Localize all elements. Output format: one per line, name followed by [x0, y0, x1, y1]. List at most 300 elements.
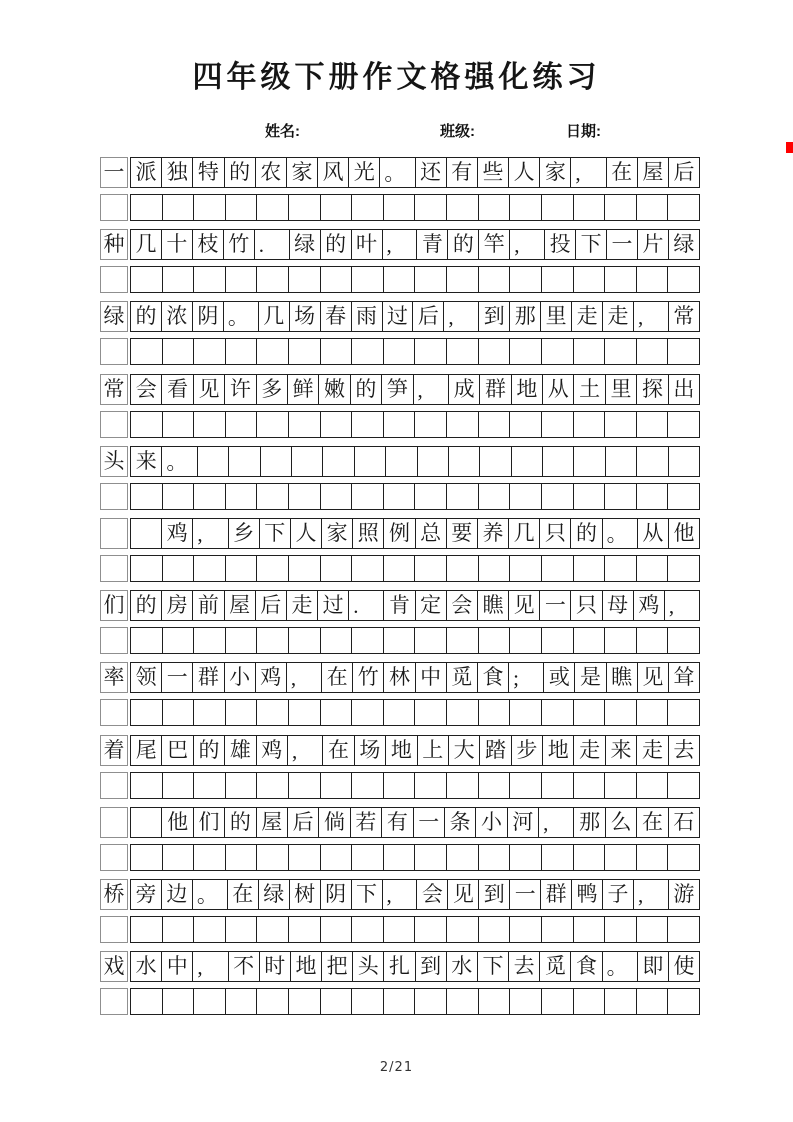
- grid-cell: [447, 989, 479, 1014]
- grid-row-cells: [130, 662, 700, 693]
- grid-cell: [194, 484, 226, 509]
- grid-cell-first: 戏: [100, 951, 128, 982]
- grid-cell: 食: [478, 663, 509, 692]
- grid-cell: [574, 195, 606, 220]
- grid-cell: [479, 700, 511, 725]
- grid-cell: [510, 267, 542, 292]
- grid-cell: [131, 519, 162, 548]
- grid-cell: [355, 447, 386, 476]
- grid-cell: [415, 989, 447, 1014]
- practice-row: [100, 266, 700, 293]
- grid-cell: [512, 447, 543, 476]
- grid-cell: 走: [637, 736, 668, 765]
- grid-cell: [226, 339, 258, 364]
- grid-cell: [352, 917, 384, 942]
- grid-cell: [163, 917, 195, 942]
- grid-cell: [605, 917, 637, 942]
- grid-cell: 旁: [131, 880, 162, 909]
- grid-cell: [542, 267, 574, 292]
- grid-cell: [510, 339, 542, 364]
- grid-cell: 到: [416, 952, 447, 981]
- grid-cell: [226, 267, 258, 292]
- grid-cell: ,: [288, 736, 323, 765]
- grid-cell: 使: [673, 954, 695, 978]
- grid-cell: [163, 700, 195, 725]
- grid-cell: 一: [162, 663, 193, 692]
- grid-cell: [321, 484, 353, 509]
- grid-cell: [323, 447, 354, 476]
- grid-cell-first: 种: [100, 229, 128, 260]
- grid-cell-first: [100, 266, 128, 293]
- grid-cell: 例: [384, 519, 415, 548]
- grid-cell: 阴: [193, 302, 224, 331]
- grid-cell: 水: [447, 952, 478, 981]
- grid-cell: 会: [447, 591, 478, 620]
- grid-cell: 出: [673, 377, 695, 401]
- grid-cell: [198, 447, 229, 476]
- grid-cell: 在: [228, 880, 259, 909]
- grid-row-cells: [130, 879, 700, 910]
- grid-cell: 水: [131, 952, 162, 981]
- grid-cell-first: [100, 518, 128, 549]
- grid-cell: 下: [576, 230, 607, 259]
- grid-cell: [226, 989, 258, 1014]
- grid-cell: 小: [225, 663, 256, 692]
- grid-cell: [637, 773, 669, 798]
- grid-row-cells: [130, 916, 700, 943]
- red-edge-marker: [786, 142, 793, 153]
- grid-cell: [292, 447, 323, 476]
- grid-cell: [384, 989, 416, 1014]
- grid-cell: [289, 484, 321, 509]
- grid-cell: 屋: [257, 808, 288, 837]
- text-row: [100, 374, 700, 405]
- grid-cell: [384, 412, 416, 437]
- grid-cell: [194, 845, 226, 870]
- grid-cell: 的: [225, 158, 256, 187]
- grid-cell: [321, 412, 353, 437]
- grid-cell: 地: [543, 736, 574, 765]
- grid-cell: [415, 556, 447, 581]
- grid-cell: [447, 412, 479, 437]
- grid-cell: [637, 412, 669, 437]
- grid-cell: 瞧: [478, 591, 509, 620]
- grid-cell: 群: [480, 375, 511, 404]
- grid-cell: 母: [603, 591, 634, 620]
- grid-cell: [605, 267, 637, 292]
- grid-cell: 。: [603, 952, 638, 981]
- grid-cell: [574, 267, 606, 292]
- grid-cell: 有: [382, 808, 413, 837]
- grid-cell: [131, 845, 163, 870]
- text-row: [100, 301, 700, 332]
- grid-cell: 是: [575, 663, 606, 692]
- grid-cell: 些: [478, 158, 509, 187]
- grid-cell: [574, 845, 606, 870]
- grid-cell: [447, 339, 479, 364]
- grid-cell: [289, 412, 321, 437]
- grid-cell: 春: [321, 302, 352, 331]
- grid-cell: [289, 845, 321, 870]
- grid-cell: [131, 989, 163, 1014]
- grid-cell: 头: [353, 952, 384, 981]
- date-field-label: 日期:: [566, 123, 601, 140]
- grid-cell: 条: [445, 808, 476, 837]
- grid-cell: 鸡: [257, 736, 288, 765]
- grid-cell: [257, 195, 289, 220]
- grid-cell: 去: [509, 952, 540, 981]
- grid-cell: ,: [634, 302, 669, 331]
- practice-row: [100, 411, 700, 438]
- grid-cell: [668, 484, 699, 509]
- grid-cell: [321, 628, 353, 653]
- grid-row-cells: [130, 988, 700, 1015]
- grid-cell: [384, 267, 416, 292]
- grid-cell: 房: [162, 591, 193, 620]
- grid-cell: [605, 412, 637, 437]
- grid-cell: 雄: [225, 736, 256, 765]
- grid-cell: [510, 700, 542, 725]
- grid-cell: 在: [323, 736, 354, 765]
- practice-row: [100, 627, 700, 654]
- grid-cell: [637, 845, 669, 870]
- grid-cell: [447, 845, 479, 870]
- grid-cell: [447, 484, 479, 509]
- grid-cell: [574, 773, 606, 798]
- grid-cell: [447, 195, 479, 220]
- grid-cell: 几: [131, 230, 162, 259]
- grid-cell: [510, 917, 542, 942]
- grid-row-cells: [130, 483, 700, 510]
- grid-cell: [542, 556, 574, 581]
- grid-cell: [605, 484, 637, 509]
- grid-cell: ,: [539, 808, 574, 837]
- grid-cell: 投: [545, 230, 576, 259]
- grid-cell: [131, 628, 163, 653]
- grid-cell: [163, 195, 195, 220]
- grid-cell: [574, 917, 606, 942]
- grid-row-cells: [130, 266, 700, 293]
- text-row: [100, 590, 700, 621]
- grid-cell: 风: [318, 158, 349, 187]
- grid-cell: [384, 628, 416, 653]
- grid-cell: [510, 845, 542, 870]
- grid-cell: [415, 845, 447, 870]
- grid-cell: 嫩: [319, 375, 350, 404]
- grid-row-cells: [130, 951, 700, 982]
- grid-cell: [449, 447, 480, 476]
- grid-cell: [637, 700, 669, 725]
- grid-cell: 领: [131, 663, 162, 692]
- grid-cell: 觅: [447, 663, 478, 692]
- grid-cell: [605, 989, 637, 1014]
- grid-cell: [289, 917, 321, 942]
- grid-cell: 群: [193, 663, 224, 692]
- grid-cell: [479, 195, 511, 220]
- grid-cell: [194, 700, 226, 725]
- grid-cell: 到: [479, 302, 510, 331]
- practice-row: [100, 699, 700, 726]
- grid-cell: 光: [349, 158, 380, 187]
- grid-cell: 石: [673, 810, 695, 834]
- grid-cell: [542, 628, 574, 653]
- grid-cell: 屋: [638, 158, 669, 187]
- grid-cell: [257, 628, 289, 653]
- grid-cell: 来: [606, 736, 637, 765]
- grid-cell: 竿: [479, 230, 510, 259]
- grid-cell: [386, 447, 417, 476]
- grid-cell: 走: [287, 591, 318, 620]
- grid-cell: 从: [638, 519, 669, 548]
- grid-cell: [574, 484, 606, 509]
- grid-cell: [668, 412, 699, 437]
- grid-cell: 小: [476, 808, 507, 837]
- grid-cell: 人: [291, 519, 322, 548]
- grid-cell: 。: [193, 880, 228, 909]
- grid-cell: [574, 989, 606, 1014]
- grid-cell: 里: [541, 302, 572, 331]
- grid-cell: 下: [352, 880, 383, 909]
- grid-cell: [226, 195, 258, 220]
- grid-cell: 肯: [384, 591, 415, 620]
- grid-cell: [415, 339, 447, 364]
- grid-cell: [668, 556, 699, 581]
- grid-cell: [668, 195, 699, 220]
- grid-row-cells: [130, 844, 700, 871]
- grid-cell: [574, 700, 606, 725]
- grid-cell: 鸡: [634, 591, 665, 620]
- grid-cell: 场: [355, 736, 386, 765]
- grid-cell: [194, 628, 226, 653]
- grid-cell: [257, 484, 289, 509]
- text-row: [100, 735, 700, 766]
- grid-cell: [574, 447, 605, 476]
- grid-cell: [510, 773, 542, 798]
- grid-cell: [479, 773, 511, 798]
- grid-row-cells: [130, 374, 700, 405]
- grid-cell: [384, 484, 416, 509]
- grid-cell: 们: [194, 808, 225, 837]
- grid-cell: [163, 556, 195, 581]
- grid-cell: [479, 845, 511, 870]
- text-row: [100, 662, 700, 693]
- grid-cell: [605, 628, 637, 653]
- grid-cell-first: [100, 555, 128, 582]
- grid-cell: [384, 556, 416, 581]
- grid-cell: 特: [193, 158, 224, 187]
- grid-cell: [384, 845, 416, 870]
- grid-cell: [574, 556, 606, 581]
- grid-cell: 鸭: [572, 880, 603, 909]
- grid-cell: 踏: [480, 736, 511, 765]
- grid-cell: [194, 267, 226, 292]
- grid-cell: 鸡: [162, 519, 193, 548]
- grid-cell: 到: [479, 880, 510, 909]
- grid-cell: [384, 917, 416, 942]
- grid-cell: 地: [291, 952, 322, 981]
- grid-cell: [542, 773, 574, 798]
- grid-cell: [669, 447, 699, 476]
- grid-cell: [163, 339, 195, 364]
- grid-cell: [637, 447, 668, 476]
- grid-cell: [321, 195, 353, 220]
- grid-cell: [574, 339, 606, 364]
- grid-cell: 他: [673, 521, 695, 545]
- grid-cell: [131, 267, 163, 292]
- grid-cell: 觅: [540, 952, 571, 981]
- grid-cell: 农: [256, 158, 287, 187]
- grid-cell: [542, 412, 574, 437]
- grid-cell: 在: [637, 808, 668, 837]
- grid-cell-first: [100, 807, 128, 838]
- grid-cell: 派: [131, 158, 162, 187]
- grid-cell: [257, 845, 289, 870]
- grid-cell: 耸: [673, 665, 695, 689]
- grid-cell: [257, 267, 289, 292]
- grid-cell: 叶: [352, 230, 383, 259]
- grid-cell-first: 常: [100, 374, 128, 405]
- page-title: 四年级下册作文格强化练习: [192, 61, 601, 94]
- grid-cell: [415, 628, 447, 653]
- class-field-label: 班级:: [440, 123, 475, 140]
- grid-cell: [229, 447, 260, 476]
- grid-cell: 总: [416, 519, 447, 548]
- grid-row-cells: [130, 446, 700, 477]
- grid-cell: 子: [603, 880, 634, 909]
- grid-cell: [257, 700, 289, 725]
- grid-cell: [226, 773, 258, 798]
- grid-cell: 后: [673, 160, 695, 184]
- grid-cell: 见: [638, 663, 669, 692]
- grid-cell: 绿: [259, 880, 290, 909]
- grid-cell: 他: [162, 808, 193, 837]
- grid-cell: 的: [225, 808, 256, 837]
- grid-cell: 巴: [162, 736, 193, 765]
- grid-cell: 么: [606, 808, 637, 837]
- grid-cell: [543, 447, 574, 476]
- grid-cell: 多: [257, 375, 288, 404]
- grid-cell: 养: [478, 519, 509, 548]
- grid-cell: [194, 412, 226, 437]
- grid-cell: [447, 917, 479, 942]
- grid-cell: [131, 484, 163, 509]
- grid-cell: [415, 773, 447, 798]
- grid-cell: 一: [510, 880, 541, 909]
- grid-cell: [352, 989, 384, 1014]
- grid-cell: [447, 267, 479, 292]
- grid-cell: 绿: [673, 232, 695, 256]
- grid-cell: [289, 628, 321, 653]
- grid-row-cells: [130, 338, 700, 365]
- grid-cell: 大: [449, 736, 480, 765]
- grid-cell: 片: [638, 230, 669, 259]
- grid-cell-first: 一: [100, 157, 128, 188]
- grid-cell-first: 头: [100, 446, 128, 477]
- grid-cell: 一: [607, 230, 638, 259]
- grid-cell: [289, 773, 321, 798]
- grid-cell: [289, 339, 321, 364]
- grid-cell: 游: [673, 882, 695, 906]
- grid-cell: [637, 339, 669, 364]
- grid-cell: [352, 628, 384, 653]
- grid-cell: ,: [414, 375, 449, 404]
- grid-cell: 倘: [319, 808, 350, 837]
- grid-cell: 后: [288, 808, 319, 837]
- name-field-label: 姓名:: [265, 123, 300, 140]
- grid-cell-first: [100, 338, 128, 365]
- grid-cell: [479, 339, 511, 364]
- grid-cell: 许: [225, 375, 256, 404]
- grid-cell: 过: [383, 302, 414, 331]
- grid-cell: [321, 917, 353, 942]
- grid-cell: 的: [448, 230, 479, 259]
- grid-cell: 定: [416, 591, 447, 620]
- grid-cell: [510, 989, 542, 1014]
- grid-cell: [479, 989, 511, 1014]
- grid-cell: 还: [416, 158, 447, 187]
- grid-cell-first: 着: [100, 735, 128, 766]
- text-row: [100, 807, 700, 838]
- text-row: [100, 518, 700, 549]
- grid-cell: [637, 917, 669, 942]
- grid-cell: 下: [478, 952, 509, 981]
- grid-cell: 的: [351, 375, 382, 404]
- grid-cell: [352, 412, 384, 437]
- grid-cell: [352, 339, 384, 364]
- grid-cell: [257, 989, 289, 1014]
- grid-cell: [257, 556, 289, 581]
- grid-cell: 或: [544, 663, 575, 692]
- grid-cell: [194, 917, 226, 942]
- grid-cell: [479, 412, 511, 437]
- practice-row: [100, 916, 700, 943]
- grid-cell: [605, 339, 637, 364]
- grid-cell: 步: [512, 736, 543, 765]
- grid-cell: 若: [351, 808, 382, 837]
- text-row: [100, 157, 700, 188]
- grid-cell: 来: [131, 447, 162, 476]
- grid-row-cells: [130, 699, 700, 726]
- grid-cell: 河: [508, 808, 539, 837]
- grid-cell: ,: [668, 594, 675, 618]
- grid-cell: [289, 195, 321, 220]
- grid-cell: 几: [509, 519, 540, 548]
- grid-cell: [637, 484, 669, 509]
- grid-cell: [510, 484, 542, 509]
- grid-cell: 见: [448, 880, 479, 909]
- grid-cell: 鸡: [256, 663, 287, 692]
- grid-cell: [479, 267, 511, 292]
- grid-cell: 竹: [353, 663, 384, 692]
- grid-cell: 乡: [229, 519, 260, 548]
- grid-cell: ,: [510, 230, 545, 259]
- grid-cell: 一: [540, 591, 571, 620]
- grid-cell: [226, 700, 258, 725]
- grid-cell: 中: [416, 663, 447, 692]
- grid-cell: [194, 773, 226, 798]
- grid-cell: 。: [380, 158, 415, 187]
- grid-cell: .: [255, 230, 290, 259]
- grid-cell: [289, 556, 321, 581]
- grid-cell: [194, 339, 226, 364]
- grid-cell: [668, 845, 699, 870]
- practice-row: [100, 483, 700, 510]
- grid-cell: [257, 412, 289, 437]
- grid-cell: [131, 412, 163, 437]
- grid-cell-first: [100, 411, 128, 438]
- grid-cell: ;: [509, 663, 544, 692]
- grid-cell: [510, 195, 542, 220]
